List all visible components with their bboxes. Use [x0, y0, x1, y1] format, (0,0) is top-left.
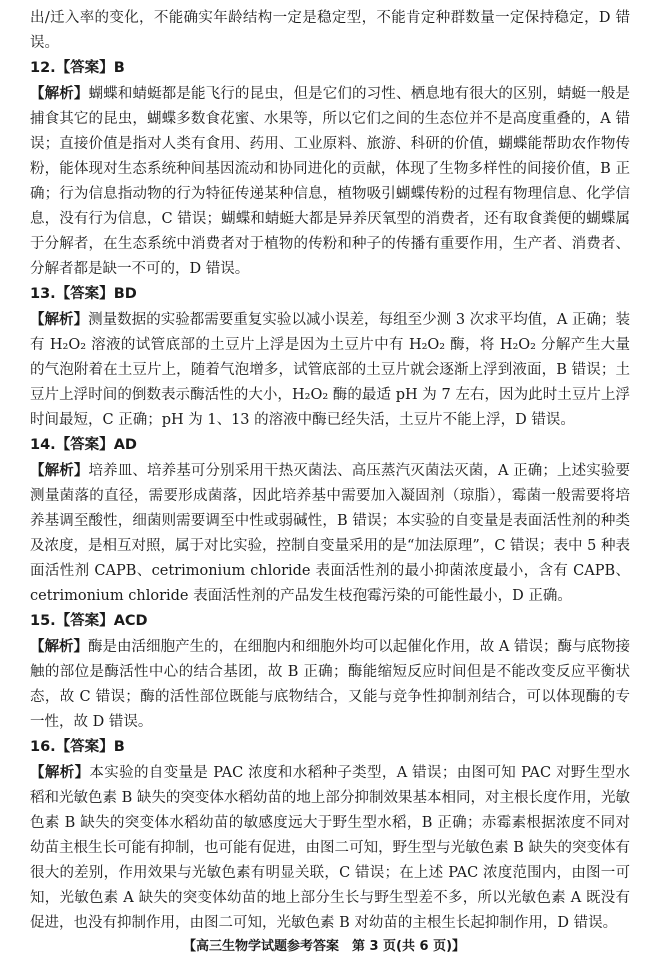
- answer-label: 【答案】: [55, 613, 114, 629]
- analysis-text: 蝴蝶和蜻蜓都是能飞行的昆虫，但是它们的习性、栖息地有很大的区别，蜻蜓一般是捕食其它的昆虫，蝴蝶多数食花蜜、水果等，所以它们之间的生态位并不是高度重叠的，A 错误；直接价值是指对人类有食用、药用、工业原料、旅游、科研的价值，蝴蝶能帮助农作物传粉，能体现对生态系统种间基因流动和协同进化的贡献，体现了生物多样性的间接价值，B 正确；行为信息指动物的行为特征传递某种信息，植物吸引蝴蝶传粉的过程有物理信息、化学信息，没有行为信息，C 错误；蝴蝶和蜻蜓大都是异养厌氧型的消费者，还有取食粪便的蝴蝶属于分解者，在生态系统中消费者对于植物的传粉和种子的传播有重要作用，生产者、消费者、分解者都是缺一不可的，D 错误。: [30, 86, 631, 277]
- answer-value: B: [113, 739, 125, 755]
- analysis-text: 本实验的自变量是 PAC 浓度和水稻种子类型，A 错误；由图可知 PAC 对野生型水稻和光敏色素 B 缺失的突变体水稻幼苗的地上部分抑制效果基本相同，对主根长度作用，光敏色素 B 缺失的突变体水稻幼苗的敏感度远大于野生型水稻，B 正确；赤霉素根据浓度不同对幼苗主根生长可能有抑制，也可能有促进，由图二可知，野生型与光敏色素 B 缺失的突变体有很大的差别，作用效果与光敏色素有明显关联，C 错误；在上述 PAC 浓度范围内，由图一可知，光敏色素 A 缺失的突变体幼苗的地上部分生长与野生型差不多，所以光敏色素 A 既没有促进，也没有抑制作用，由图二可知，光敏色素 B 对幼苗的主根生长起抑制作用，D 错误。: [30, 765, 630, 931]
- answer-line: [30, 735, 630, 760]
- question-14: [30, 433, 630, 609]
- answer-value: BD: [113, 286, 137, 302]
- analysis-text: 测量数据的实验都需要重复实验以减小误差，每组至少测 3 次求平均值，A 正确；装有 H₂O₂ 溶液的试管底部的土豆片上浮是因为土豆片中有 H₂O₂ 酶，将 H₂O₂ 分解产生大量的气泡附着在土豆片上，随着气泡增多，试管底部的土豆片就会逐渐上浮到液面，B 错误；土豆片上浮时间的倒数表示酶活性的大小，H₂O₂ 酶的最适 pH 为 7 左右，因为此时土豆片上浮时间最短，C 正确；pH 为 1、13 的溶液中酶已经失活，土豆片不能上浮，D 错误。: [30, 312, 631, 428]
- answer-label: 【答案】: [55, 437, 114, 453]
- analysis-paragraph: [30, 458, 630, 609]
- analysis-label: 【解析】: [30, 638, 89, 655]
- question-number: 14.: [30, 437, 56, 453]
- analysis-paragraph: [30, 760, 630, 936]
- answer-label: 【答案】: [55, 286, 114, 302]
- answer-line: [30, 282, 630, 307]
- analysis-label: 【解析】: [30, 462, 89, 479]
- question-number: 12.: [30, 60, 56, 76]
- question-number: 13.: [30, 286, 56, 302]
- answer-value: ACD: [113, 613, 148, 629]
- answer-label: 【答案】: [55, 60, 114, 76]
- answer-line: [30, 433, 630, 458]
- analysis-label: 【解析】: [30, 85, 89, 102]
- analysis-label: 【解析】: [30, 311, 89, 328]
- analysis-paragraph: [30, 307, 630, 433]
- answer-page: [30, 6, 630, 936]
- answer-line: [30, 56, 630, 81]
- answer-value: AD: [113, 437, 137, 453]
- question-16: [30, 735, 630, 936]
- analysis-text: 酶是由活细胞产生的，在细胞内和细胞外均可以起催化作用，故 A 错误；酶与底物接触的部位是酶活性中心的结合基团，故 B 正确；酶能缩短反应时间但是不能改变反应平衡状态，故 C 错误；酶的活性部位既能与底物结合，又能与竞争性抑制剂结合，可以体现酶的专一性，故 D 错误。: [30, 639, 630, 730]
- analysis-paragraph: [30, 634, 630, 735]
- answer-label: 【答案】: [55, 739, 114, 755]
- continuation-text: 出/迁入率的变化，不能确实年龄结构一定是稳定型，不能肯定种群数量一定保持稳定，D 错误。: [30, 10, 630, 51]
- question-number: 15.: [30, 613, 56, 629]
- analysis-text: 培养皿、培养基可分别采用干热灭菌法、高压蒸汽灭菌法灭菌，A 正确；上述实验要测量菌落的直径，需要形成菌落，因此培养基中需要加入凝固剂（琼脂），霉菌一般需要将培养基调至酸性，细菌则需要调至中性或弱碱性，B 错误；本实验的自变量是表面活性剂的种类及浓度，是相互对照，属于对比实验，控制自变量采用的是“加法原理”，C 错误；表中 5 种表面活性剂 CAPB、cetrimonium chloride 表面活性剂的最小抑菌浓度最小，含有 CAPB、cetrimonium chloride 表面活性剂的产品发生枝孢霉污染的可能性最小，D 正确。: [30, 463, 631, 604]
- page-footer: 【高三生物学试题参考答案 第 3 页(共 6 页)】: [182, 939, 466, 954]
- question-12: [30, 56, 630, 282]
- analysis-paragraph: [30, 81, 630, 282]
- question-13: [30, 282, 630, 433]
- answer-value: B: [113, 60, 125, 76]
- analysis-label: 【解析】: [30, 764, 90, 781]
- answer-line: [30, 609, 630, 634]
- question-number: 16.: [30, 739, 56, 755]
- question-15: [30, 609, 630, 735]
